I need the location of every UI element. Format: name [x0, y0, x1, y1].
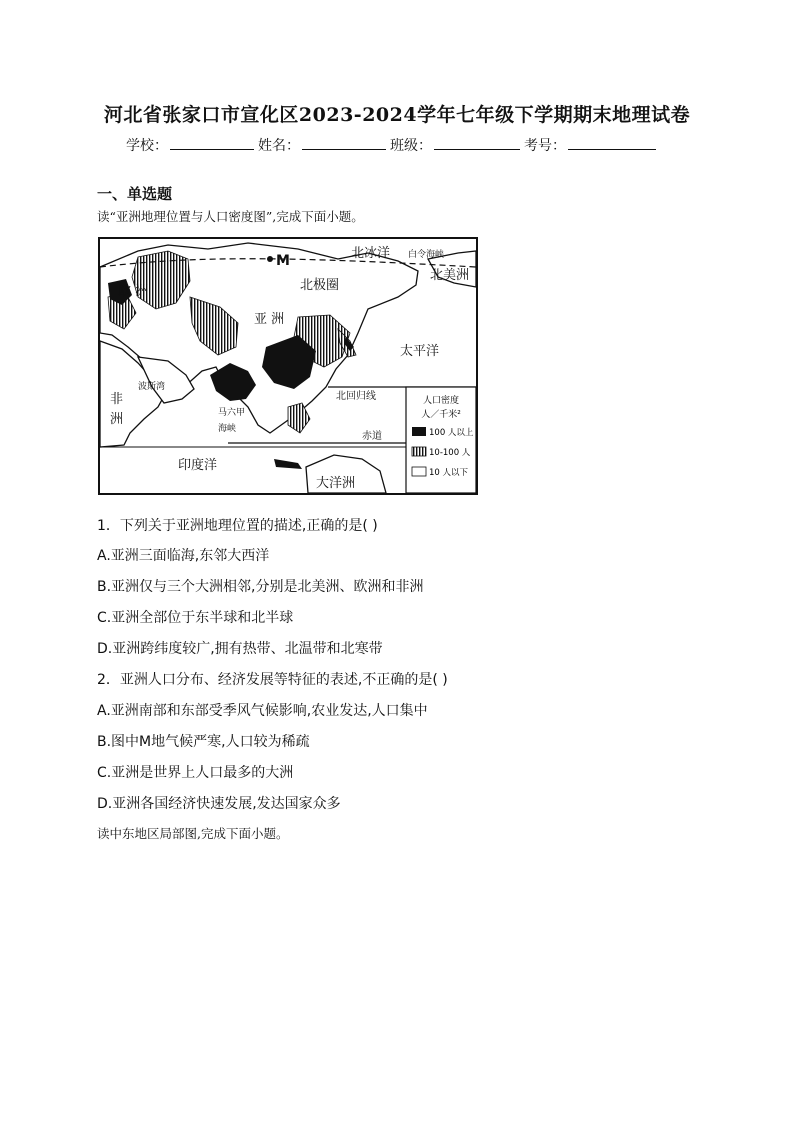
- school-blank[interactable]: [170, 135, 254, 150]
- north-america-label: 北美洲: [430, 268, 470, 283]
- legend-low-swatch: [412, 467, 426, 476]
- question-2-option-c[interactable]: C.亚洲是世界上人口最多的大洲: [97, 765, 294, 781]
- legend-mid-label: 10-100 人: [429, 448, 471, 458]
- student-info-row: [126, 135, 660, 155]
- page-title: 河北省张家口市宣化区2023-2024学年七年级下学期期末地理试卷: [103, 104, 691, 126]
- question-1-option-d[interactable]: D.亚洲跨纬度较广,拥有热带、北温带和北寒带: [97, 641, 383, 657]
- exam-no-label: 考号：: [524, 138, 566, 154]
- tropic-label: 北回归线: [336, 391, 376, 402]
- question-1-stem: 1．下列关于亚洲地理位置的描述,正确的是( ): [97, 518, 378, 534]
- bering-label: 白令海峡: [408, 250, 445, 260]
- arctic-ocean-label: 北冰洋: [351, 246, 391, 261]
- question-2-option-a[interactable]: A.亚洲南部和东部受季风气候影响,农业发达,人口集中: [97, 703, 428, 719]
- equator-label: 赤道: [362, 431, 382, 442]
- class-label: 班级：: [390, 138, 432, 154]
- question-2-stem: 2．亚洲人口分布、经济发展等特征的表述,不正确的是( ): [97, 672, 448, 688]
- section-heading: 一、单选题: [97, 185, 173, 203]
- intro-text: 读“亚洲地理位置与人口密度图”,完成下面小题。: [97, 209, 364, 224]
- asia-label: 亚 洲: [254, 312, 285, 327]
- legend-title-2: 人／千米²: [421, 410, 461, 420]
- class-blank[interactable]: [434, 135, 520, 150]
- legend-high-swatch: [412, 427, 426, 436]
- question-1-option-b[interactable]: B.亚洲仅与三个大洲相邻,分别是北美洲、欧洲和非洲: [97, 579, 424, 595]
- exam-no-blank[interactable]: [568, 135, 656, 150]
- oceania-label: 大洋洲: [316, 476, 356, 491]
- legend-mid-swatch: [412, 447, 426, 456]
- m-point-marker: [267, 256, 273, 262]
- asia-population-map: [98, 237, 478, 495]
- name-label: 姓名：: [258, 138, 300, 154]
- m-point-label: M: [276, 253, 290, 269]
- question-2-option-d[interactable]: D.亚洲各国经济快速发展,发达国家众多: [97, 796, 341, 812]
- name-blank[interactable]: [302, 135, 386, 150]
- malacca-label-2: 海峡: [218, 424, 237, 434]
- question-2-option-b[interactable]: B.图中M地气候严寒,人口较为稀疏: [97, 734, 310, 750]
- school-label: 学校：: [126, 138, 168, 154]
- malacca-label-1: 马六甲: [218, 408, 246, 418]
- persian-gulf-label: 波斯湾: [138, 382, 166, 392]
- legend-high-label: 100 人以上: [429, 428, 474, 438]
- europe-label: 欧 洲: [118, 284, 149, 299]
- legend-title-1: 人口密度: [422, 396, 460, 406]
- africa-label-top: 非: [110, 392, 124, 407]
- indian-ocean-label: 印度洋: [178, 458, 218, 473]
- legend-low-label: 10 人以下: [429, 468, 469, 478]
- question-1-option-a[interactable]: A.亚洲三面临海,东邻大西洋: [97, 548, 270, 564]
- africa-label-bottom: 洲: [110, 412, 124, 427]
- intro-text-2: 读中东地区局部图,完成下面小题。: [97, 826, 289, 841]
- pacific-label: 太平洋: [400, 344, 440, 359]
- question-1-option-c[interactable]: C.亚洲全部位于东半球和北半球: [97, 610, 294, 626]
- arctic-circle-label: 北极圈: [300, 278, 340, 293]
